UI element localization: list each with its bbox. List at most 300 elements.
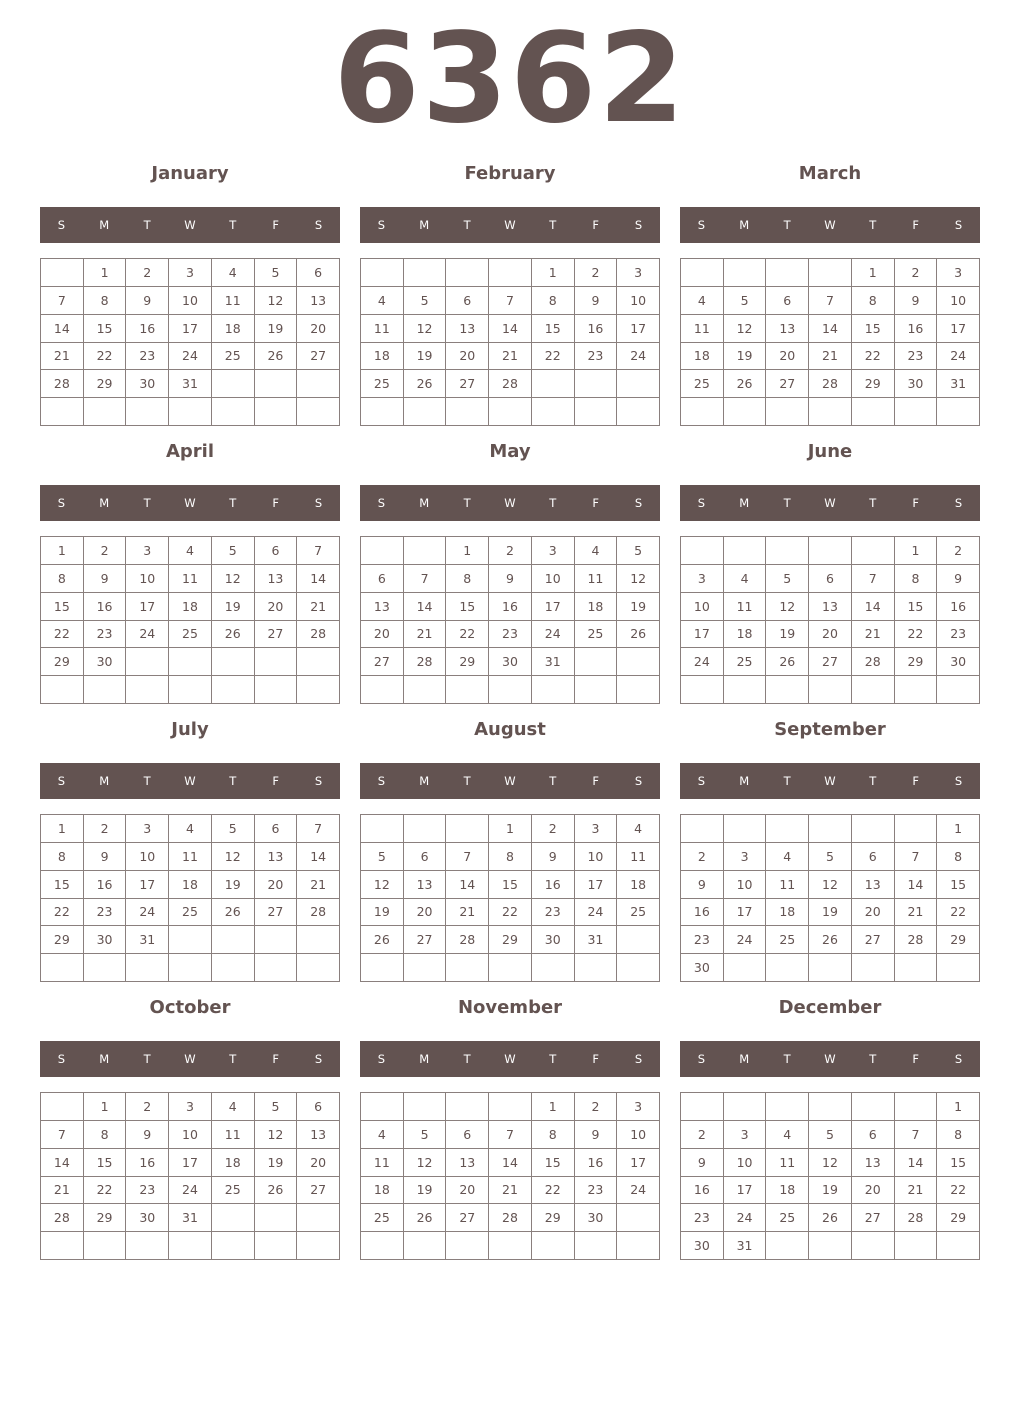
empty-day-cell: [297, 370, 340, 398]
day-cell: 10: [126, 843, 169, 871]
day-cell: 24: [724, 926, 767, 954]
empty-day-cell: [404, 954, 447, 982]
day-cell: 20: [446, 1177, 489, 1205]
empty-day-cell: [169, 926, 212, 954]
empty-day-cell: [681, 398, 724, 426]
empty-day-cell: [937, 398, 980, 426]
empty-day-cell: [446, 676, 489, 704]
day-cell: 21: [446, 899, 489, 927]
day-cell: 9: [126, 287, 169, 315]
day-cell: 6: [255, 815, 298, 843]
empty-day-cell: [361, 398, 404, 426]
day-cell: 3: [724, 1121, 767, 1149]
day-cell: 9: [575, 1121, 618, 1149]
day-cell: 8: [852, 287, 895, 315]
day-cell: 12: [212, 565, 255, 593]
weekday-label: T: [463, 496, 471, 510]
empty-day-cell: [937, 1232, 980, 1260]
day-cell: 10: [617, 287, 660, 315]
day-cell: 3: [532, 537, 575, 565]
day-cell: 17: [169, 1149, 212, 1177]
day-cell: 15: [446, 593, 489, 621]
day-cell: 17: [937, 315, 980, 343]
day-cell: 17: [575, 871, 618, 899]
weekday-label: S: [314, 774, 323, 788]
day-cell: 29: [937, 926, 980, 954]
day-cell: 21: [297, 593, 340, 621]
day-cell: 26: [255, 343, 298, 371]
day-cell: 12: [617, 565, 660, 593]
empty-day-cell: [297, 954, 340, 982]
weekday-label: S: [697, 774, 706, 788]
empty-day-cell: [404, 398, 447, 426]
weekday-label: F: [592, 218, 599, 232]
day-grid: [680, 814, 980, 982]
month-name: December: [778, 997, 882, 1018]
day-cell: 1: [84, 259, 127, 287]
weekday-label: W: [504, 774, 516, 788]
weekday-label: T: [783, 774, 791, 788]
day-cell: 4: [617, 815, 660, 843]
empty-day-cell: [766, 954, 809, 982]
day-cell: 16: [681, 1177, 724, 1205]
day-cell: 5: [724, 287, 767, 315]
day-cell: 12: [212, 843, 255, 871]
empty-day-cell: [255, 926, 298, 954]
day-cell: 1: [446, 537, 489, 565]
day-cell: 3: [937, 259, 980, 287]
day-cell: 18: [575, 593, 618, 621]
day-cell: 4: [766, 843, 809, 871]
day-cell: 9: [532, 843, 575, 871]
day-cell: 29: [532, 1204, 575, 1232]
day-cell: 25: [681, 370, 724, 398]
empty-day-cell: [937, 954, 980, 982]
empty-day-cell: [617, 398, 660, 426]
empty-day-cell: [446, 398, 489, 426]
day-cell: 19: [617, 593, 660, 621]
day-cell: 19: [404, 343, 447, 371]
day-cell: 26: [404, 1204, 447, 1232]
weekday-label: M: [419, 218, 430, 232]
day-cell: 30: [681, 1232, 724, 1260]
day-cell: 2: [126, 259, 169, 287]
day-cell: 11: [575, 565, 618, 593]
empty-day-cell: [404, 1093, 447, 1121]
day-cell: 20: [255, 593, 298, 621]
weekday-label: S: [634, 774, 643, 788]
day-cell: 13: [446, 315, 489, 343]
day-cell: 15: [489, 871, 532, 899]
empty-day-cell: [255, 648, 298, 676]
empty-day-cell: [852, 537, 895, 565]
day-cell: 14: [489, 1149, 532, 1177]
day-cell: 7: [489, 287, 532, 315]
empty-day-cell: [212, 954, 255, 982]
day-cell: 3: [681, 565, 724, 593]
day-cell: 30: [895, 370, 938, 398]
day-cell: 12: [724, 315, 767, 343]
weekday-label: T: [143, 774, 151, 788]
day-cell: 11: [169, 843, 212, 871]
weekday-label: W: [824, 218, 836, 232]
empty-day-cell: [724, 398, 767, 426]
empty-day-cell: [852, 815, 895, 843]
day-cell: 20: [809, 621, 852, 649]
day-cell: 2: [575, 1093, 618, 1121]
day-cell: 19: [212, 871, 255, 899]
day-cell: 6: [404, 843, 447, 871]
empty-day-cell: [126, 398, 169, 426]
day-cell: 21: [404, 621, 447, 649]
day-cell: 31: [575, 926, 618, 954]
day-cell: 3: [617, 259, 660, 287]
day-cell: 30: [489, 648, 532, 676]
empty-day-cell: [297, 676, 340, 704]
day-cell: 8: [41, 565, 84, 593]
day-cell: 26: [766, 648, 809, 676]
weekday-label: F: [272, 1052, 279, 1066]
day-cell: 24: [169, 343, 212, 371]
day-cell: 11: [724, 593, 767, 621]
day-cell: 30: [126, 370, 169, 398]
day-cell: 1: [41, 537, 84, 565]
empty-day-cell: [41, 1232, 84, 1260]
day-cell: 15: [937, 1149, 980, 1177]
day-cell: 20: [852, 899, 895, 927]
weekday-label: F: [592, 1052, 599, 1066]
day-cell: 21: [41, 343, 84, 371]
day-cell: 11: [361, 1149, 404, 1177]
weekday-label: S: [377, 1052, 386, 1066]
day-cell: 19: [724, 343, 767, 371]
weekday-header: [680, 485, 980, 521]
day-cell: 28: [297, 899, 340, 927]
day-cell: 27: [446, 370, 489, 398]
day-cell: 9: [575, 287, 618, 315]
day-cell: 31: [724, 1232, 767, 1260]
day-cell: 13: [404, 871, 447, 899]
empty-day-cell: [489, 398, 532, 426]
weekday-label: S: [57, 496, 66, 510]
day-cell: 8: [532, 287, 575, 315]
empty-day-cell: [255, 370, 298, 398]
day-cell: 18: [766, 899, 809, 927]
empty-day-cell: [41, 398, 84, 426]
day-cell: 25: [575, 621, 618, 649]
day-cell: 5: [809, 843, 852, 871]
empty-day-cell: [212, 1204, 255, 1232]
day-cell: 14: [41, 1149, 84, 1177]
day-cell: 24: [126, 899, 169, 927]
empty-day-cell: [126, 676, 169, 704]
day-cell: 14: [446, 871, 489, 899]
day-cell: 25: [766, 1204, 809, 1232]
day-cell: 21: [41, 1177, 84, 1205]
day-cell: 18: [212, 315, 255, 343]
day-cell: 8: [532, 1121, 575, 1149]
day-cell: 23: [126, 343, 169, 371]
day-cell: 28: [809, 370, 852, 398]
day-cell: 20: [766, 343, 809, 371]
day-cell: 3: [126, 815, 169, 843]
empty-day-cell: [852, 398, 895, 426]
day-cell: 18: [617, 871, 660, 899]
day-cell: 8: [84, 1121, 127, 1149]
day-cell: 31: [937, 370, 980, 398]
weekday-label: W: [184, 496, 196, 510]
empty-day-cell: [361, 1093, 404, 1121]
day-cell: 30: [126, 1204, 169, 1232]
day-cell: 5: [404, 287, 447, 315]
day-cell: 17: [532, 593, 575, 621]
day-cell: 26: [809, 1204, 852, 1232]
day-cell: 21: [297, 871, 340, 899]
weekday-label: T: [869, 774, 877, 788]
day-grid: [40, 536, 340, 704]
day-cell: 5: [809, 1121, 852, 1149]
day-cell: 26: [404, 370, 447, 398]
day-cell: 27: [255, 899, 298, 927]
day-cell: 2: [937, 537, 980, 565]
day-cell: 29: [41, 648, 84, 676]
day-cell: 11: [681, 315, 724, 343]
day-cell: 4: [169, 815, 212, 843]
empty-day-cell: [297, 398, 340, 426]
day-cell: 19: [212, 593, 255, 621]
day-cell: 18: [361, 343, 404, 371]
day-cell: 30: [84, 926, 127, 954]
weekday-label: T: [549, 774, 557, 788]
month-name: February: [464, 163, 556, 184]
weekday-label: M: [99, 218, 110, 232]
weekday-label: T: [143, 496, 151, 510]
weekday-label: T: [869, 496, 877, 510]
day-cell: 6: [297, 1093, 340, 1121]
weekday-label: T: [143, 218, 151, 232]
day-cell: 8: [84, 287, 127, 315]
day-cell: 28: [489, 370, 532, 398]
day-cell: 8: [489, 843, 532, 871]
day-cell: 24: [681, 648, 724, 676]
day-cell: 26: [617, 621, 660, 649]
day-cell: 6: [852, 1121, 895, 1149]
empty-day-cell: [404, 537, 447, 565]
day-cell: 23: [937, 621, 980, 649]
day-cell: 29: [937, 1204, 980, 1232]
day-grid: [680, 258, 980, 426]
empty-day-cell: [212, 1232, 255, 1260]
day-cell: 12: [809, 1149, 852, 1177]
weekday-label: M: [739, 218, 750, 232]
month-name: August: [474, 719, 546, 740]
empty-day-cell: [809, 398, 852, 426]
day-cell: 28: [41, 370, 84, 398]
empty-day-cell: [617, 648, 660, 676]
day-cell: 27: [404, 926, 447, 954]
day-cell: 13: [361, 593, 404, 621]
day-cell: 14: [404, 593, 447, 621]
empty-day-cell: [895, 1232, 938, 1260]
day-cell: 17: [681, 621, 724, 649]
day-cell: 11: [212, 287, 255, 315]
day-cell: 23: [126, 1177, 169, 1205]
day-cell: 9: [84, 565, 127, 593]
day-cell: 30: [84, 648, 127, 676]
weekday-label: T: [549, 218, 557, 232]
day-cell: 9: [489, 565, 532, 593]
weekday-label: S: [954, 496, 963, 510]
empty-day-cell: [766, 1093, 809, 1121]
day-cell: 28: [895, 1204, 938, 1232]
weekday-label: S: [634, 218, 643, 232]
day-cell: 4: [212, 259, 255, 287]
empty-day-cell: [681, 676, 724, 704]
day-cell: 24: [575, 899, 618, 927]
day-cell: 25: [169, 621, 212, 649]
day-cell: 11: [169, 565, 212, 593]
empty-day-cell: [809, 954, 852, 982]
day-cell: 25: [766, 926, 809, 954]
day-cell: 3: [617, 1093, 660, 1121]
empty-day-cell: [937, 676, 980, 704]
day-cell: 5: [404, 1121, 447, 1149]
day-cell: 24: [617, 1177, 660, 1205]
weekday-label: S: [377, 496, 386, 510]
empty-day-cell: [724, 259, 767, 287]
day-cell: 2: [84, 537, 127, 565]
weekday-header: [40, 1041, 340, 1077]
day-cell: 12: [361, 871, 404, 899]
day-cell: 23: [681, 1204, 724, 1232]
empty-day-cell: [41, 676, 84, 704]
day-cell: 22: [489, 899, 532, 927]
day-cell: 9: [681, 1149, 724, 1177]
day-cell: 20: [404, 899, 447, 927]
empty-day-cell: [169, 954, 212, 982]
empty-day-cell: [617, 954, 660, 982]
empty-day-cell: [809, 1232, 852, 1260]
weekday-label: T: [869, 1052, 877, 1066]
day-cell: 21: [895, 1177, 938, 1205]
day-cell: 12: [404, 1149, 447, 1177]
empty-day-cell: [724, 676, 767, 704]
empty-day-cell: [681, 259, 724, 287]
day-cell: 5: [617, 537, 660, 565]
weekday-header: [40, 207, 340, 243]
day-cell: 4: [724, 565, 767, 593]
day-cell: 1: [937, 815, 980, 843]
empty-day-cell: [297, 1232, 340, 1260]
day-grid: [360, 814, 660, 982]
day-cell: 18: [681, 343, 724, 371]
empty-day-cell: [895, 815, 938, 843]
empty-day-cell: [212, 648, 255, 676]
day-cell: 11: [212, 1121, 255, 1149]
day-cell: 26: [212, 899, 255, 927]
weekday-label: T: [143, 1052, 151, 1066]
day-cell: 1: [532, 259, 575, 287]
day-cell: 21: [489, 1177, 532, 1205]
day-cell: 2: [126, 1093, 169, 1121]
day-cell: 16: [681, 899, 724, 927]
weekday-label: T: [783, 1052, 791, 1066]
day-cell: 16: [532, 871, 575, 899]
empty-day-cell: [404, 1232, 447, 1260]
day-cell: 7: [404, 565, 447, 593]
empty-day-cell: [532, 398, 575, 426]
weekday-label: S: [697, 496, 706, 510]
day-cell: 24: [126, 621, 169, 649]
weekday-label: T: [463, 774, 471, 788]
empty-day-cell: [895, 1093, 938, 1121]
day-cell: 10: [724, 1149, 767, 1177]
weekday-label: T: [229, 218, 237, 232]
empty-day-cell: [255, 1204, 298, 1232]
weekday-label: S: [697, 1052, 706, 1066]
weekday-label: S: [377, 218, 386, 232]
day-cell: 9: [84, 843, 127, 871]
day-cell: 5: [212, 537, 255, 565]
month-name: March: [798, 163, 862, 184]
day-cell: 18: [169, 593, 212, 621]
empty-day-cell: [169, 398, 212, 426]
empty-day-cell: [617, 370, 660, 398]
day-cell: 17: [126, 871, 169, 899]
empty-day-cell: [84, 954, 127, 982]
day-cell: 18: [169, 871, 212, 899]
empty-day-cell: [724, 1093, 767, 1121]
empty-day-cell: [575, 1232, 618, 1260]
day-cell: 6: [255, 537, 298, 565]
day-cell: 5: [255, 259, 298, 287]
empty-day-cell: [212, 398, 255, 426]
empty-day-cell: [489, 954, 532, 982]
empty-day-cell: [895, 398, 938, 426]
weekday-label: W: [504, 1052, 516, 1066]
empty-day-cell: [255, 398, 298, 426]
weekday-label: F: [912, 218, 919, 232]
empty-day-cell: [255, 954, 298, 982]
empty-day-cell: [126, 648, 169, 676]
day-cell: 13: [446, 1149, 489, 1177]
day-cell: 15: [41, 593, 84, 621]
empty-day-cell: [809, 815, 852, 843]
day-cell: 10: [617, 1121, 660, 1149]
day-cell: 10: [126, 565, 169, 593]
empty-day-cell: [404, 259, 447, 287]
weekday-label: W: [504, 496, 516, 510]
day-cell: 9: [681, 871, 724, 899]
day-cell: 27: [852, 1204, 895, 1232]
weekday-label: S: [57, 218, 66, 232]
day-cell: 10: [169, 1121, 212, 1149]
empty-day-cell: [532, 676, 575, 704]
day-cell: 23: [84, 899, 127, 927]
empty-day-cell: [361, 537, 404, 565]
day-cell: 13: [297, 1121, 340, 1149]
empty-day-cell: [852, 1093, 895, 1121]
day-cell: 31: [532, 648, 575, 676]
day-cell: 20: [852, 1177, 895, 1205]
day-cell: 23: [575, 343, 618, 371]
empty-day-cell: [532, 370, 575, 398]
empty-day-cell: [361, 259, 404, 287]
day-cell: 14: [852, 593, 895, 621]
weekday-header: [40, 763, 340, 799]
day-cell: 4: [681, 287, 724, 315]
empty-day-cell: [852, 676, 895, 704]
